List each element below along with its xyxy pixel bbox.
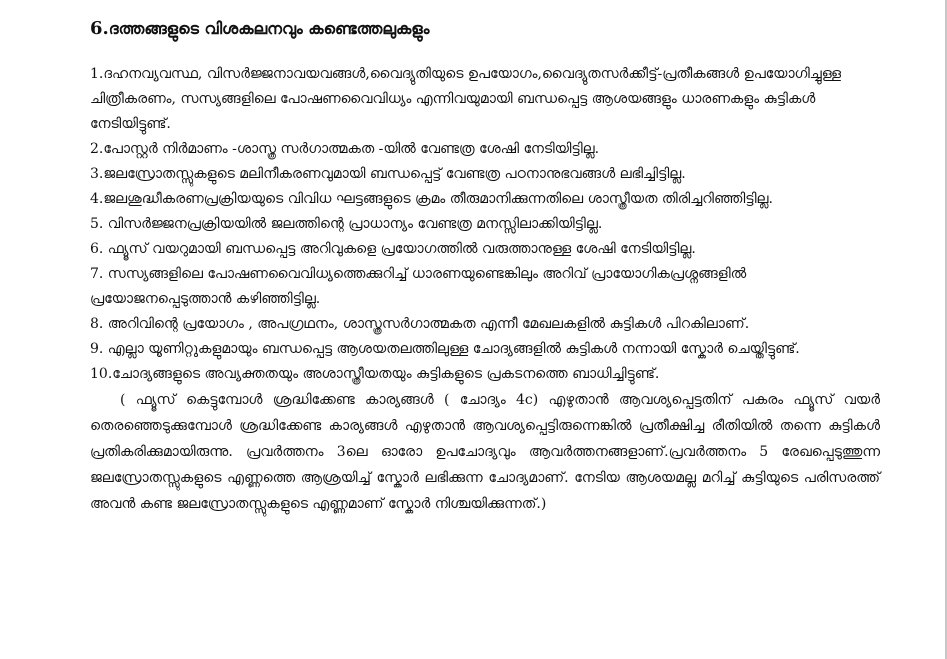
- finding-9: 9. എല്ലാ യൂണിറ്റുകളുമായും ബന്ധപ്പെട്ട ആശയതലത്തിലുള്ള ചോദ്യങ്ങളിൽ കുട്ടികൾ നന്നായി സ്കോർ ചെയ്തിട്ടുണ്ട്.: [90, 341, 800, 357]
- explanatory-note: ( ഫ്യൂസ് കെട്ടുമ്പോൾ ശ്രദ്ധിക്കേണ്ട കാര്യങ്ങൾ ( ചോദ്യം 4c) എഴുതാൻ ആവശ്യപ്പെട്ടതിന് പകരം ഫ്യൂസ് വയർ തെരഞ്ഞെടുക്കുമ്പോൾ ശ്രദ്ധിക്കേണ്ട കാര്യങ്ങൾ എഴുതാൻ ആവശ്യപ്പെട്ടിരുന്നെങ്കിൽ പ്രതീക്ഷിച്ച രീതിയിൽ തന്നെ കുട്ടികൾ പ്രതികരിക്കുമായിരുന്നു. പ്രവർത്തനം 3ലെ ഓരോ ഉപചോദ്യവും ആവർത്തനങ്ങളാണ്.പ്രവർത്തനം 5 രേഖപ്പെടുത്തുന്ന ജലസ്രോതസ്സുകളുടെ എണ്ണത്തെ ആശ്രയിച്ച് സ്കോർ ലഭിക്കുന്ന ചോദ്യമാണ്. നേടിയ ആശയമല്ല മറിച്ച് കുട്ടിയുടെ പരിസരത്ത് അവൻ കണ്ട ജലസ്രോതസ്സുകളുടെ എണ്ണമാണ് സ്കോർ നിശ്ചയിക്കുന്നത്.): [90, 392, 880, 512]
- finding-5: 5. വിസർജ്ജനപ്രക്രിയയിൽ ജലത്തിന്റെ പ്രാധാന്യം വേണ്ടത്ര മനസ്സിലാക്കിയിട്ടില്ല.: [90, 216, 603, 232]
- section-number: 6.: [90, 18, 109, 39]
- document-body: [90, 14, 880, 517]
- findings-list: [90, 62, 880, 387]
- finding-7: 7. സസ്യങ്ങളിലെ പോഷണവൈവിധ്യത്തെക്കുറിച്ച് ധാരണയുണ്ടെങ്കിലും അറിവ് പ്രായോഗികപ്രശ്നങ്ങളിൽ പ്രയോജനപ്പെടുത്താൻ കഴിഞ്ഞിട്ടില്ല.: [90, 266, 747, 307]
- finding-3: 3.ജലസ്രോതസ്സുകളുടെ മലിനീകരണവുമായി ബന്ധപ്പെട്ട് വേണ്ടത്ര പഠനാനുഭവങ്ങൾ ലഭിച്ചിട്ടില്ല.: [90, 166, 686, 182]
- finding-6: 6. ഫ്യൂസ് വയറുമായി ബന്ധപ്പെട്ട അറിവുകളെ പ്രയോഗത്തിൽ വരുത്താനുള്ള ശേഷി നേടിയിട്ടില്ല.: [90, 241, 696, 257]
- finding-8: 8. അറിവിന്റെ പ്രയോഗം , അപഗ്രഥനം, ശാസ്ത്രസർഗാത്മകത എന്നീ മേഖലകളിൽ കുട്ടികൾ പിറകിലാണ്.: [90, 316, 750, 332]
- finding-10: 10.ചോദ്യങ്ങളുടെ അവ്യക്തതയും അശാസ്ത്രീയതയും കുട്ടികളുടെ പ്രകടനത്തെ ബാധിച്ചിട്ടുണ്ട്.: [90, 366, 660, 382]
- section-title: ദത്തങ്ങളുടെ വിശകലനവും കണ്ടെത്തലുകളും: [108, 19, 430, 38]
- section-heading: [90, 14, 880, 44]
- finding-2: 2.പോസ്റ്റർ നിർമാണം -ശാസ്ത്ര സർഗാത്മകത -യിൽ വേണ്ടത്ര ശേഷി നേടിയിട്ടില്ല.: [90, 141, 600, 157]
- finding-1: 1.ദഹനവ്യവസ്ഥ, വിസർജ്ജനാവയവങ്ങൾ,വൈദ്യുതിയുടെ ഉപയോഗം,വൈദ്യുതസർക്കീട്ട്-പ്രതീകങ്ങൾ ഉപയോഗിച്ചുള്ള ചിത്രീകരണം, സസ്യങ്ങളിലെ പോഷണവൈവിധ്യം എന്നിവയുമായി ബന്ധപ്പെട്ട ആശയങ്ങളും ധാരണകളും കുട്ടികൾ നേടിയിട്ടുണ്ട്.: [90, 66, 842, 132]
- finding-4: 4.ജലശുദ്ധീകരണപ്രക്രിയയുടെ വിവിധ ഘട്ടങ്ങളുടെ ക്രമം തീരുമാനിക്കുന്നതിലെ ശാസ്ത്രീയത തിരിച്ചറിഞ്ഞിട്ടില്ല.: [90, 191, 773, 207]
